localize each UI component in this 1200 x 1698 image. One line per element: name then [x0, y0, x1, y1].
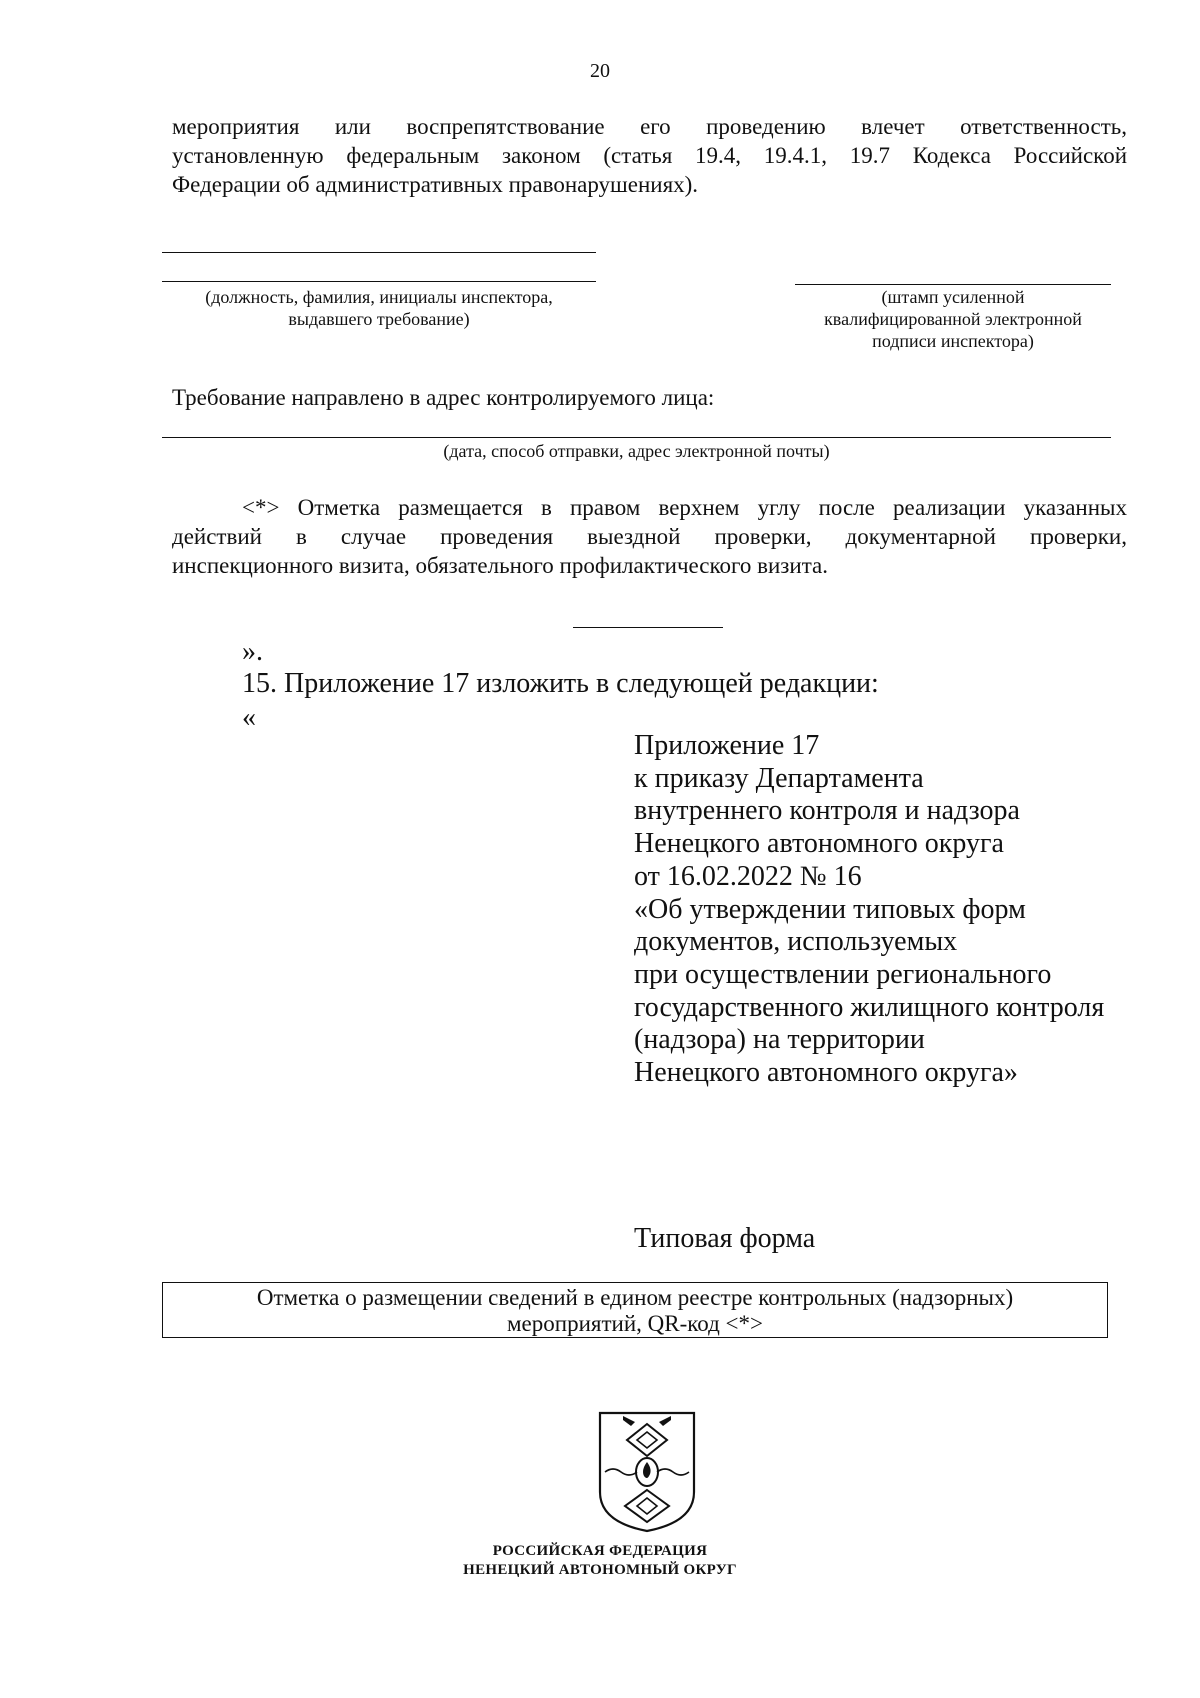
registry-box-line: Отметка о размещении сведений в едином реестре контрольных (надзорных) [256, 1285, 1014, 1310]
footnote-paragraph [172, 493, 1127, 580]
stamp-caption-line: квалифицированной электронной [824, 309, 1082, 329]
stamp-line [795, 284, 1111, 285]
footnote-line: <*> Отметка размещается в правом верхнем углу после реализации указанных [242, 495, 1127, 520]
org-name-line: НЕНЕЦКИЙ АВТОНОМНЫЙ ОКРУГ [463, 1562, 737, 1578]
stamp-caption [795, 286, 1111, 352]
stamp-caption-line: подписи инспектора) [872, 331, 1034, 351]
inspector-caption-line: (должность, фамилия, инициалы инспектора, [205, 287, 553, 307]
sent-to-line [162, 437, 1111, 438]
paragraph-line: мероприятия или воспрепятствование его проведению влечет ответственность, [172, 114, 1127, 139]
stamp-caption-line: (штамп усиленной [881, 287, 1025, 307]
inspector-caption-line: выдавшего требование) [288, 309, 470, 329]
nao-coat-of-arms-icon [597, 1410, 697, 1534]
form-type-label: Типовая форма [634, 1223, 816, 1254]
page-number: 20 [590, 60, 610, 82]
item-15-text: 15. Приложение 17 изложить в следующей редакции: [242, 668, 879, 699]
appendix-header-line: «Об утверждении типовых форм [634, 893, 1026, 925]
registry-box [162, 1282, 1108, 1338]
sent-to-caption: (дата, способ отправки, адрес электронной почты) [443, 441, 830, 461]
appendix-header-line: Ненецкого автономного округа» [634, 1057, 1018, 1089]
sent-to-label: Требование направлено в адрес контролируемого лица: [172, 385, 715, 410]
signature-line-upper [162, 252, 596, 253]
appendix-header-line: к приказу Департамента [634, 762, 924, 794]
appendix-header-line: внутреннего контроля и надзора [634, 795, 1020, 827]
footnote-line: действий в случае проведения выездной проверки, документарной проверки, [172, 524, 1127, 549]
appendix-header-line: государственного жилищного контроля [634, 991, 1105, 1023]
paragraph-line: Федерации об административных правонарушениях). [172, 172, 699, 197]
footnote-line: инспекционного визита, обязательного профилактического визита. [172, 553, 828, 578]
appendix-header-line: (надзора) на территории [634, 1024, 925, 1056]
inspector-caption [162, 286, 596, 330]
appendix-header [634, 730, 1104, 1090]
separator-line [573, 627, 723, 628]
appendix-header-line: при осуществлении регионального [634, 958, 1052, 990]
appendix-header-line: документов, используемых [634, 926, 958, 958]
continuation-paragraph [172, 112, 1127, 199]
appendix-header-line: Приложение 17 [634, 730, 820, 761]
paragraph-line: установленную федеральным законом (статья 19.4, 19.4.1, 19.7 Кодекса Российской [172, 143, 1127, 168]
appendix-header-line: Ненецкого автономного округа [634, 828, 1004, 860]
org-name-line: РОССИЙСКАЯ ФЕДЕРАЦИЯ [492, 1543, 708, 1559]
signature-line-lower [162, 281, 596, 282]
opening-quote: « [242, 702, 256, 733]
registry-box-line: мероприятий, QR-код <*> [507, 1311, 763, 1336]
closing-quote: ». [242, 636, 263, 667]
appendix-header-line: от 16.02.2022 № 16 [634, 860, 862, 892]
